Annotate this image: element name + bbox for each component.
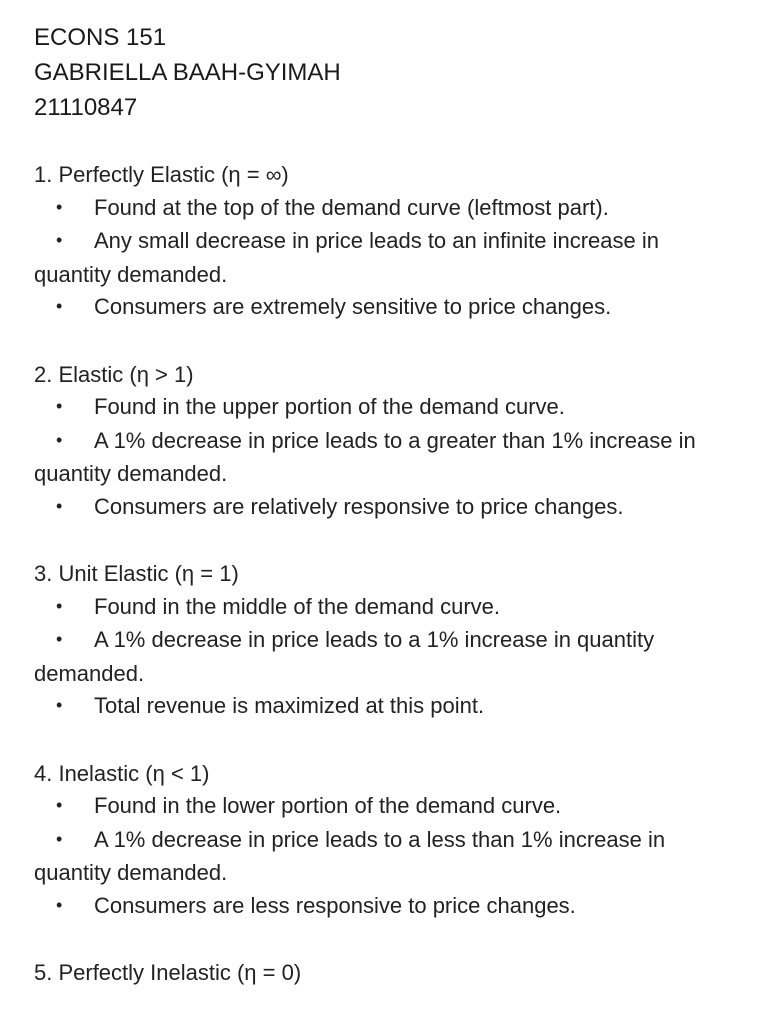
list-item: • A 1% decrease in price leads to a greater than 1% increase in quantity demanded. <box>34 425 734 491</box>
bullet-icon: • <box>56 196 63 217</box>
spacer <box>34 125 734 159</box>
list-item: • Total revenue is maximized at this point. <box>34 690 734 724</box>
list-item: • Found in the upper portion of the demand curve. <box>34 391 734 425</box>
student-name: GABRIELLA BAAH-GYIMAH <box>34 59 341 86</box>
section-unit-elastic <box>34 558 734 724</box>
list-item: • Found at the top of the demand curve (leftmost part). <box>34 192 734 226</box>
section-heading: 1. Perfectly Elastic (η = ∞) <box>34 162 289 187</box>
section-heading: 5. Perfectly Inelastic (η = 0) <box>34 960 302 985</box>
spacer <box>34 724 734 758</box>
bullet-icon: • <box>56 894 63 915</box>
bullet-icon: • <box>56 795 63 815</box>
document-header <box>34 20 734 125</box>
spacer <box>34 325 734 359</box>
list-item: • Consumers are extremely sensitive to price changes. <box>34 291 734 325</box>
list-item: • Consumers are relatively responsive to price changes. <box>34 491 734 525</box>
bullet-icon: • <box>56 396 63 416</box>
course-code: ECONS 151 <box>34 24 167 51</box>
section-elastic <box>34 359 734 525</box>
list-item: • Consumers are less responsive to price changes. <box>34 890 734 924</box>
spacer <box>34 923 734 957</box>
list-item: • Found in the middle of the demand curve. <box>34 591 734 625</box>
bullet-icon: • <box>56 595 63 616</box>
student-id: 21110847 <box>34 94 138 121</box>
list-item: • Found in the lower portion of the demand curve. <box>34 790 734 824</box>
bullet-icon: • <box>56 828 63 849</box>
section-perfectly-inelastic <box>34 957 734 990</box>
bullet-icon: • <box>56 230 63 250</box>
section-inelastic <box>34 758 734 924</box>
spacer <box>34 524 734 558</box>
bullet-icon: • <box>56 629 63 649</box>
bullet-icon: • <box>56 296 63 316</box>
bullet-icon: • <box>56 429 63 450</box>
list-item: • A 1% decrease in price leads to a 1% increase in quantity demanded. <box>34 624 734 690</box>
document <box>34 20 734 990</box>
section-perfectly-elastic <box>34 159 734 325</box>
bullet-icon: • <box>56 495 63 516</box>
section-heading: 3. Unit Elastic (η = 1) <box>34 561 239 586</box>
section-heading: 2. Elastic (η > 1) <box>34 361 194 387</box>
list-item: • Any small decrease in price leads to an infinite increase in quantity demanded. <box>34 225 734 291</box>
bullet-icon: • <box>56 695 63 715</box>
section-heading: 4. Inelastic (η < 1) <box>34 760 210 786</box>
list-item: • A 1% decrease in price leads to a less than 1% increase in quantity demanded. <box>34 824 734 890</box>
